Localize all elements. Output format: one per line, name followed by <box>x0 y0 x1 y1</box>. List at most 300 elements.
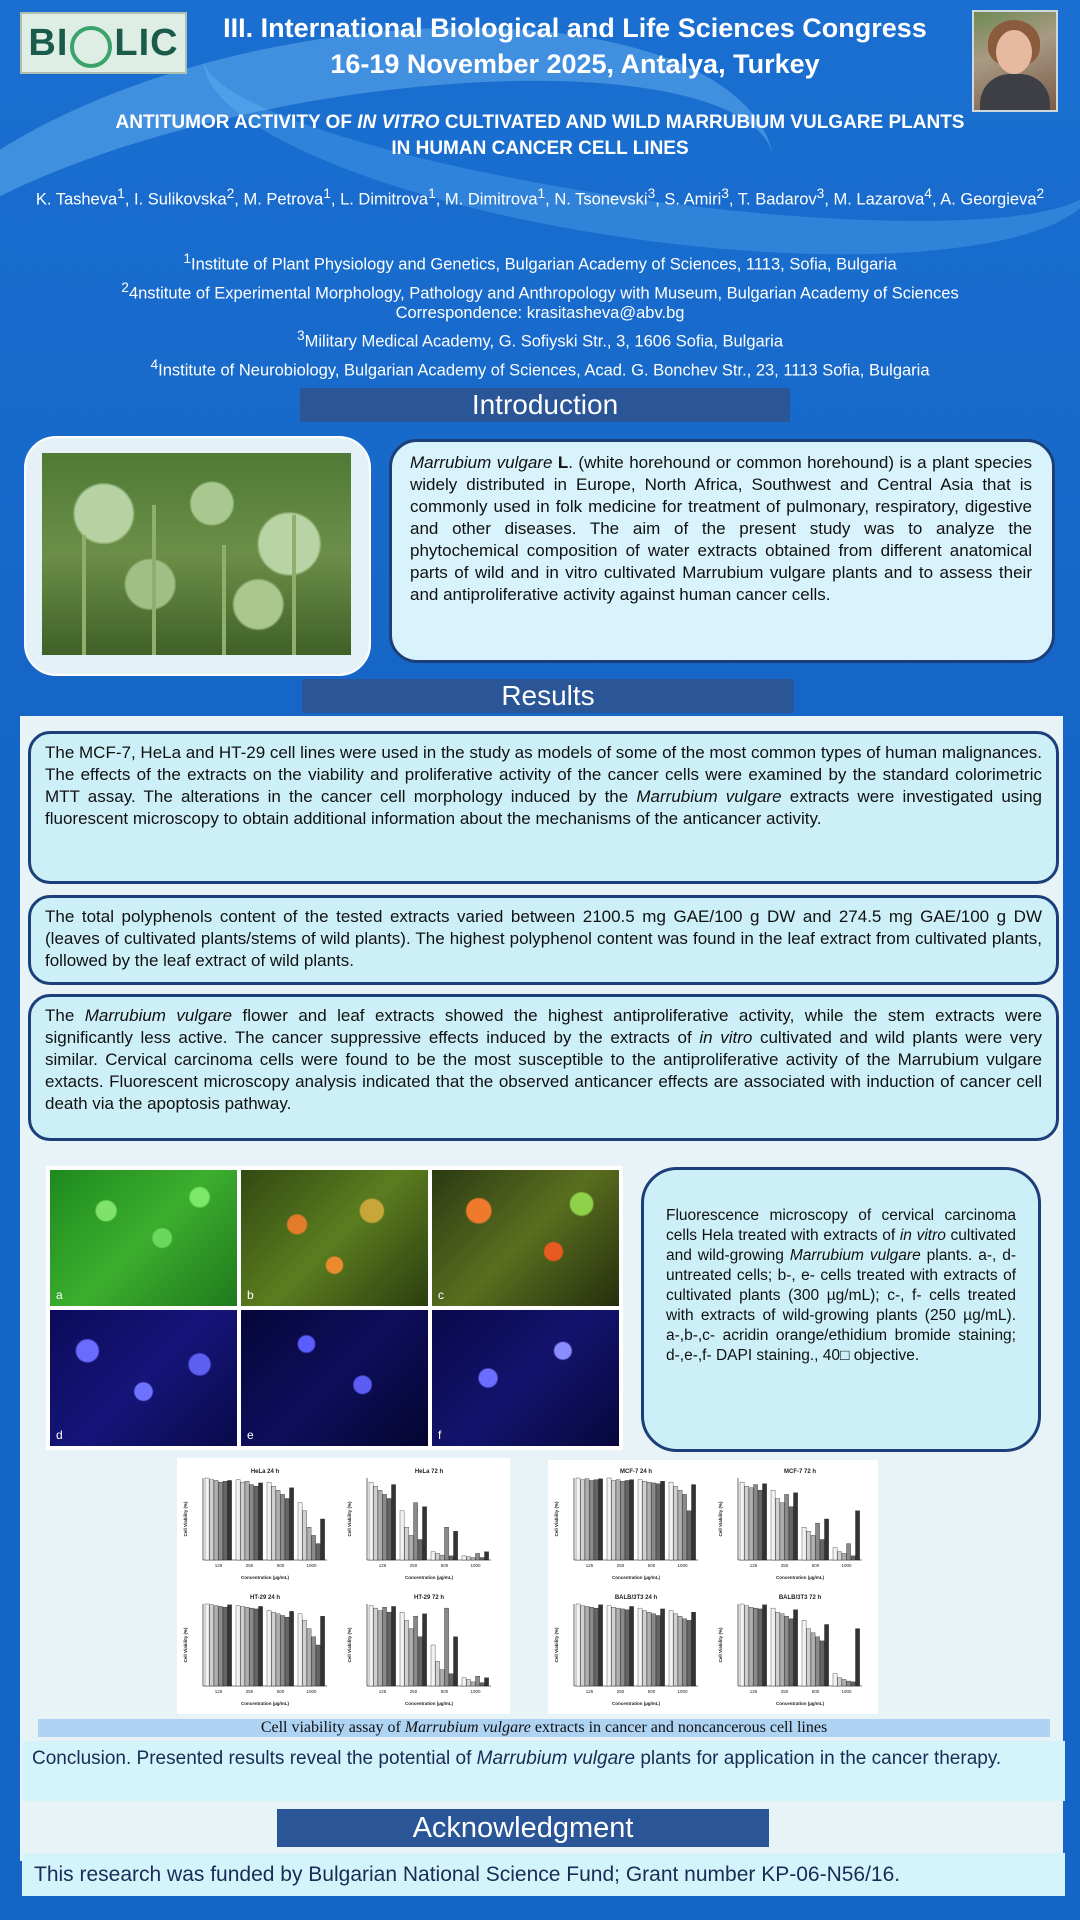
author-affiliation-mark: 3 <box>647 186 656 201</box>
x-axis-label: Concentration (µg/mL) <box>611 1575 661 1580</box>
chart-bar <box>754 1485 758 1560</box>
chart-bar <box>418 1637 422 1686</box>
chart-bar <box>254 1609 258 1686</box>
chart-title: HeLa 72 h <box>414 1469 444 1475</box>
chart-bar <box>440 1555 444 1560</box>
chart-bar <box>740 1482 744 1560</box>
x-axis-label: Concentration (µg/mL) <box>404 1575 454 1580</box>
chart-bar <box>851 1682 855 1686</box>
chart-bar <box>440 1670 444 1686</box>
chart-bar <box>581 1606 585 1686</box>
chart-bar <box>454 1531 458 1560</box>
y-axis-label: Cell Viability (%) <box>718 1501 723 1537</box>
conference-title <box>190 10 960 82</box>
chart-bar <box>321 1519 325 1560</box>
chart-bar <box>485 1552 489 1560</box>
x-tick-label: 1000 <box>306 1689 317 1694</box>
chart-bar <box>785 1616 789 1686</box>
viability-charts-right <box>548 1460 878 1714</box>
chart-bar <box>409 1629 413 1686</box>
affiliations <box>20 246 1060 380</box>
chart-bar <box>445 1527 449 1560</box>
chart-svg <box>552 1464 702 1582</box>
chart-bar <box>581 1480 585 1560</box>
intro-image-frame <box>24 436 371 676</box>
chart-bar <box>656 1615 660 1686</box>
chart-bar <box>576 1604 580 1686</box>
chart-bar <box>851 1556 855 1560</box>
chart-bar <box>219 1482 223 1560</box>
chart-bar <box>307 1629 311 1686</box>
chart-bar <box>745 1606 749 1686</box>
x-tick-label: 250 <box>780 1689 789 1694</box>
chart-bar <box>789 1507 793 1560</box>
chart-bar <box>749 1607 753 1686</box>
introduction-header: Introduction <box>300 388 790 422</box>
chart-bar <box>214 1606 218 1686</box>
x-tick-label: 500 <box>276 1563 285 1568</box>
chart-bar <box>281 1615 285 1686</box>
chart-bar <box>259 1606 263 1686</box>
affiliation-3: $^3$Military Medical Academy, G. Sofiyski Str., 3, 1606 Sofia, Bulgaria <box>296 328 784 351</box>
chart-bar <box>590 1480 594 1560</box>
chart-bar <box>449 1556 453 1560</box>
chart-bar <box>612 1607 616 1686</box>
chart-bar <box>674 1486 678 1560</box>
chart-bar <box>643 1481 647 1560</box>
chart-bar <box>825 1625 829 1687</box>
chart-bar <box>228 1605 232 1686</box>
conference-date-location: 16-19 November 2025, Antalya, Turkey <box>330 49 820 79</box>
chart-bar <box>321 1616 325 1686</box>
chart-bar <box>771 1608 775 1686</box>
chart-bar <box>254 1486 258 1560</box>
chart-bar <box>621 1609 625 1686</box>
chart-balb3t3-72h <box>716 1590 866 1708</box>
chart-bar <box>392 1606 396 1686</box>
x-axis-label: Concentration (µg/mL) <box>611 1701 661 1706</box>
chart-bar <box>476 1553 480 1560</box>
chart-bar <box>674 1614 678 1686</box>
chart-bar <box>647 1612 651 1686</box>
micrograph-d: d <box>50 1310 237 1446</box>
chart-bar <box>683 1494 687 1560</box>
chart-bar <box>245 1607 249 1686</box>
chart-mcf7-72h <box>716 1464 866 1582</box>
x-tick-label: 250 <box>616 1689 625 1694</box>
chart-bar <box>272 1486 276 1560</box>
x-tick-label: 250 <box>245 1689 254 1694</box>
chart-bar <box>312 1637 316 1686</box>
chart-bar <box>480 1683 484 1686</box>
chart-bar <box>383 1607 387 1686</box>
chart-bar <box>661 1481 665 1560</box>
chart-svg <box>181 1590 331 1708</box>
chart-bar <box>259 1483 263 1560</box>
chart-bar <box>423 1507 427 1560</box>
chart-bar <box>467 1557 471 1560</box>
y-axis-label: Cell Viability (%) <box>183 1627 188 1663</box>
chart-mcf7-24h <box>552 1464 702 1582</box>
chart-bar <box>312 1535 316 1560</box>
chart-bar <box>414 1616 418 1686</box>
x-tick-label: 125 <box>214 1689 223 1694</box>
chart-bar <box>833 1674 837 1686</box>
x-tick-label: 125 <box>214 1563 223 1568</box>
chart-bar <box>431 1552 435 1560</box>
chart-bar <box>661 1609 665 1686</box>
chart-bar <box>276 1614 280 1686</box>
chart-bar <box>607 1478 611 1560</box>
x-tick-label: 1000 <box>677 1689 688 1694</box>
chart-bar <box>621 1481 625 1560</box>
x-tick-label: 250 <box>616 1563 625 1568</box>
x-tick-label: 125 <box>585 1689 594 1694</box>
chart-svg <box>552 1590 702 1708</box>
chart-bar <box>785 1494 789 1560</box>
x-tick-label: 500 <box>440 1689 449 1694</box>
chart-bar <box>669 1482 673 1560</box>
correspondence: Correspondence: krasitasheva@abv.bg <box>395 304 685 322</box>
chart-bar <box>576 1478 580 1560</box>
chart-bar <box>374 1608 378 1686</box>
author-photo <box>972 10 1058 112</box>
chart-bar <box>431 1645 435 1686</box>
x-tick-label: 250 <box>780 1563 789 1568</box>
chart-bar <box>789 1619 793 1686</box>
author-affiliation-mark: 1 <box>537 186 546 201</box>
chart-bar <box>763 1484 767 1560</box>
chart-bar <box>467 1679 471 1686</box>
chart-svg <box>716 1590 866 1708</box>
chart-bar <box>842 1679 846 1686</box>
chart-bar <box>303 1511 307 1560</box>
chart-bar <box>383 1494 387 1560</box>
x-tick-label: 500 <box>440 1563 449 1568</box>
chart-hela-24h <box>181 1464 331 1582</box>
chart-bar <box>436 1553 440 1560</box>
chart-bar <box>816 1523 820 1560</box>
author-affiliation-mark: 1 <box>323 186 331 201</box>
chart-bar <box>392 1485 396 1560</box>
chart-bar <box>794 1610 798 1686</box>
chart-svg <box>716 1464 866 1582</box>
x-tick-label: 500 <box>811 1563 820 1568</box>
chart-bar <box>316 1645 320 1686</box>
chart-bar <box>630 1480 634 1560</box>
marrubium-plant-photo <box>42 453 351 655</box>
results-paragraph-2: The total polyphenols content of the tested extracts varied between 2100.5 mg GAE/100 g DW and 274.5 mg GAE/100 g DW (leaves of cultivated plants/stems of wild plants). The highest polyphenol content was found in the leaf extract from cultivated plants, followed by the leaf extract of wild plants. <box>28 895 1059 985</box>
acknowledgment-header: Acknowledgment <box>277 1809 769 1847</box>
chart-bar <box>285 1617 289 1686</box>
chart-bar <box>616 1608 620 1686</box>
chart-bar <box>847 1681 851 1686</box>
chart-bar <box>214 1480 218 1560</box>
chart-bar <box>241 1482 245 1560</box>
x-tick-label: 500 <box>647 1689 656 1694</box>
x-tick-label: 125 <box>749 1563 758 1568</box>
chart-bar <box>449 1674 453 1686</box>
chart-bar <box>298 1503 302 1560</box>
chart-bar <box>625 1610 629 1686</box>
x-tick-label: 500 <box>276 1689 285 1694</box>
results-paragraph-1: The MCF-7, HeLa and HT-29 cell lines were used in the study as models of some of the most common types of human malignances. The effects of the extracts on the viability and proliferative activity of the cancer cells were examined by the standard colorimetric MTT assay. The alterations in the cancer cell morphology induced by the Marrubium vulgare extracts were investigated using fluorescent microscopy to obtain additional information about the mechanisms of the anticancer activity. <box>28 731 1059 884</box>
author-affiliation-mark: 2 <box>226 186 235 201</box>
author-name: S. Amiri <box>664 190 722 209</box>
author-affiliation-mark: 2 <box>1036 186 1045 201</box>
x-axis-label: Concentration (µg/mL) <box>775 1575 825 1580</box>
chart-bar <box>625 1480 629 1560</box>
chart-bar <box>638 1608 642 1686</box>
chart-bar <box>692 1485 696 1560</box>
chart-bar <box>454 1637 458 1686</box>
x-tick-label: 1000 <box>841 1689 852 1694</box>
author-name: L. Dimitrova <box>340 190 429 209</box>
chart-bar <box>740 1604 744 1686</box>
chart-bar <box>678 1616 682 1686</box>
chart-bar <box>745 1486 749 1560</box>
x-tick-label: 1000 <box>841 1563 852 1568</box>
y-axis-label: Cell Viability (%) <box>718 1627 723 1663</box>
chart-bar <box>298 1614 302 1686</box>
author-affiliation-mark: 1 <box>428 186 436 201</box>
x-tick-label: 500 <box>811 1689 820 1694</box>
chart-bar <box>776 1499 780 1561</box>
chart-bar <box>754 1608 758 1686</box>
chart-bar <box>811 1633 815 1686</box>
micrograph-f: f <box>432 1310 619 1446</box>
chart-bar <box>771 1490 775 1560</box>
chart-ht29-24h <box>181 1590 331 1708</box>
chart-bar <box>820 1641 824 1686</box>
chart-bar <box>758 1490 762 1560</box>
chart-bar <box>807 1629 811 1686</box>
chart-bar <box>612 1480 616 1560</box>
chart-bar <box>387 1612 391 1686</box>
chart-bar <box>820 1540 824 1561</box>
chart-svg <box>345 1590 495 1708</box>
chart-bar <box>210 1480 214 1560</box>
chart-bar <box>802 1527 806 1560</box>
chart-bar <box>285 1499 289 1561</box>
chart-bar <box>250 1608 254 1686</box>
chart-bar <box>316 1544 320 1560</box>
chart-bar <box>387 1499 391 1561</box>
x-axis-label: Concentration (µg/mL) <box>775 1701 825 1706</box>
chart-bar <box>585 1479 589 1560</box>
chart-bar <box>281 1494 285 1560</box>
chart-bar <box>409 1535 413 1560</box>
x-tick-label: 125 <box>585 1563 594 1568</box>
chart-bar <box>400 1511 404 1560</box>
chart-bar <box>267 1611 271 1686</box>
chart-bar <box>436 1661 440 1686</box>
chart-title: BALB/3T3 24 h <box>614 1595 658 1601</box>
x-tick-label: 1000 <box>470 1689 481 1694</box>
chart-bar <box>236 1606 240 1686</box>
chart-bar <box>643 1611 647 1686</box>
chart-bar <box>807 1531 811 1560</box>
x-tick-label: 1000 <box>677 1563 688 1568</box>
chart-svg <box>181 1464 331 1582</box>
affiliation-1: $^1$Institute of Plant Physiology and Genetics, Bulgarian Academy of Sciences, 1113, Sofia, Bulgaria <box>183 251 897 274</box>
chart-bar <box>423 1614 427 1686</box>
chart-bar <box>303 1620 307 1686</box>
conference-name: III. International Biological and Life Sciences Congress <box>223 13 927 43</box>
acknowledgment-text: This research was funded by Bulgarian National Science Fund; Grant number KP-06-N56/16. <box>22 1853 1065 1896</box>
chart-bar <box>205 1604 209 1686</box>
chart-svg <box>345 1464 495 1582</box>
chart-bar <box>210 1605 214 1686</box>
x-tick-label: 250 <box>409 1563 418 1568</box>
chart-bar <box>838 1552 842 1560</box>
chart-bar <box>669 1611 673 1686</box>
chart-bar <box>236 1480 240 1560</box>
chart-bar <box>476 1676 480 1686</box>
chart-bar <box>590 1607 594 1686</box>
chart-bar <box>856 1629 860 1686</box>
chart-bar <box>250 1485 254 1560</box>
chart-bar <box>816 1637 820 1686</box>
chart-bar <box>378 1490 382 1560</box>
micrograph-a: a <box>50 1170 237 1306</box>
y-axis-label: Cell Viability (%) <box>347 1501 352 1537</box>
chart-bar <box>369 1606 373 1686</box>
chart-title: HT-29 24 h <box>249 1595 281 1601</box>
author-name: T. Badarov <box>737 190 817 209</box>
y-axis-label: Cell Viability (%) <box>183 1501 188 1537</box>
x-axis-label: Concentration (µg/mL) <box>240 1575 290 1580</box>
x-tick-label: 1000 <box>306 1563 317 1568</box>
chart-bar <box>480 1558 484 1560</box>
authors-list: K. Tasheva$^1$, I. Sulikovska$^2$, M. Petrova$^1$, L. Dimitrova$^1$, M. Dimitrova$^1$, N. Tsonevski$^3$, S. Amiri$^3$, T. Badarov$^3$, M. Lazarova$^4$, A. Georgieva$^2$ <box>35 186 1045 209</box>
affiliation-2: $^2$4nstitute of Experimental Morphology, Pathology and Anthropology with Museum, Bulgarian Academy of Sciences <box>121 279 959 302</box>
chart-caption: Cell viability assay of Marrubium vulgare extracts in cancer and noncancerous cell lines <box>38 1719 1050 1737</box>
chart-hela-72h <box>345 1464 495 1582</box>
chart-bar <box>445 1608 449 1686</box>
chart-bar <box>290 1611 294 1686</box>
chart-title: HT-29 72 h <box>413 1595 445 1601</box>
microscopy-caption: Fluorescence microscopy of cervical carcinoma cells Hela treated with extracts of in vitro cultivated and wild-growing Marrubium vulgare plants. a-, d- untreated cells; b-, e- cells treated with extracts of cultivated plants (300 µg/mL); c-, f- cells treated with extracts of wild-growing plants (250 µg/mL). a-,b-,c- acridin orange/ethidium bromide staining; d-,e-,f- DAPI staining., 40□ objective. <box>641 1167 1041 1452</box>
chart-bar <box>378 1611 382 1686</box>
y-axis-label: Cell Viability (%) <box>347 1627 352 1663</box>
author-name: M. Dimitrova <box>444 190 538 209</box>
chart-bar <box>594 1480 598 1560</box>
micrograph-c: c <box>432 1170 619 1306</box>
chart-bar <box>462 1678 466 1686</box>
chart-bar <box>652 1483 656 1560</box>
author-affiliation-mark: 3 <box>816 186 825 201</box>
fluorescence-microscopy-grid <box>46 1166 623 1450</box>
micrograph-b: b <box>241 1170 428 1306</box>
introduction-text: Marrubium vulgare L. (white horehound or common horehound) is a plant species widely distributed in Europe, North Africa, Southwest and Central Asia that is commonly used in folk medicine for treatment of pulmonary, respiratory, digestive and other diseases. The aim of the present study was to analyze the phytochemical composition of water extracts obtained from different anatomical parts of wild and in vitro cultivated Marrubium vulgare plants and to assess their and antiproliferative activity against human cancer cells. <box>389 439 1055 663</box>
chart-bar <box>485 1678 489 1686</box>
x-tick-label: 125 <box>378 1689 387 1694</box>
chart-bar <box>400 1612 404 1686</box>
chart-bar <box>656 1484 660 1560</box>
chart-bar <box>241 1606 245 1686</box>
chart-title: MCF-7 24 h <box>619 1469 653 1475</box>
x-tick-label: 500 <box>647 1563 656 1568</box>
chart-bar <box>776 1612 780 1686</box>
chart-bar <box>585 1606 589 1686</box>
chart-bar <box>811 1535 815 1560</box>
chart-bar <box>594 1608 598 1686</box>
chart-bar <box>838 1678 842 1686</box>
chart-bar <box>369 1482 373 1560</box>
chart-bar <box>630 1606 634 1686</box>
chart-bar <box>290 1488 294 1560</box>
chart-bar <box>272 1612 276 1686</box>
chart-bar <box>471 1558 475 1560</box>
author-affiliation-mark: 3 <box>721 186 729 201</box>
chart-bar <box>374 1486 378 1560</box>
chart-bar <box>223 1607 227 1686</box>
chart-bar <box>607 1606 611 1686</box>
results-header: Results <box>302 679 794 713</box>
author-name: M. Petrova <box>243 190 324 209</box>
x-tick-label: 125 <box>749 1689 758 1694</box>
chart-ht29-72h <box>345 1590 495 1708</box>
results-paragraph-3: The Marrubium vulgare flower and leaf extracts showed the highest antiproliferative activity, while the stem extracts were significantly less active. The cancer suppressive effects induced by the extracts of in vitro cultivated and wild plants were very similar. Cervical carcinoma cells were found to be the most susceptible to the antiproliferative activity of the Marrubium vulgare extacts. Fluorescent microscopy analysis indicated that the observed anticancer effects are associated with induction of cancer cell death via the apoptosis pathway. <box>28 994 1059 1141</box>
chart-bar <box>856 1511 860 1560</box>
chart-bar <box>687 1620 691 1686</box>
chart-bar <box>276 1490 280 1560</box>
chart-bar <box>647 1482 651 1560</box>
chart-bar <box>405 1620 409 1686</box>
chart-bar <box>763 1605 767 1686</box>
x-tick-label: 1000 <box>470 1563 481 1568</box>
chart-bar <box>780 1614 784 1686</box>
chart-title: MCF-7 72 h <box>783 1469 817 1475</box>
chart-bar <box>418 1540 422 1561</box>
chart-bar <box>842 1553 846 1560</box>
author-name: M. Lazarova <box>833 190 925 209</box>
chart-bar <box>683 1619 687 1686</box>
affiliation-4: $^4$Institute of Neurobiology, Bulgarian Academy of Sciences, Acad. G. Bonchev Str., 23, 1113 Sofia, Bulgaria <box>150 356 930 379</box>
author-name: N. Tsonevski <box>554 190 648 209</box>
chart-bar <box>405 1527 409 1560</box>
viability-charts-left <box>177 1458 510 1714</box>
chart-bar <box>599 1605 603 1686</box>
chart-bar <box>616 1480 620 1560</box>
x-axis-label: Concentration (µg/mL) <box>404 1701 454 1706</box>
chart-bar <box>833 1548 837 1560</box>
x-tick-label: 250 <box>409 1689 418 1694</box>
micrograph-e: e <box>241 1310 428 1446</box>
author-name: I. Sulikovska <box>134 190 227 209</box>
chart-bar <box>228 1480 232 1560</box>
y-axis-label: Cell Viability (%) <box>554 1501 559 1537</box>
chart-bar <box>794 1493 798 1560</box>
paper-title: ANTITUMOR ACTIVITY OF IN VITRO CULTIVATED AND WILD MARRUBIUM VULGARE PLANTS IN HUMAN CANCER CELL LINES <box>115 112 965 159</box>
biolic-logo: BI LIC <box>20 12 187 74</box>
conclusion: Conclusion. Presented results reveal the potential of Marrubium vulgare plants for application in the cancer therapy. <box>22 1741 1065 1801</box>
chart-bar <box>599 1479 603 1560</box>
chart-bar <box>267 1482 271 1560</box>
author-affiliation-mark: 4 <box>924 186 932 201</box>
chart-title: HeLa 24 h <box>250 1469 280 1475</box>
chart-bar <box>847 1544 851 1560</box>
chart-bar <box>678 1490 682 1560</box>
chart-bar <box>414 1503 418 1560</box>
chart-bar <box>205 1478 209 1560</box>
chart-bar <box>245 1481 249 1560</box>
chart-bar <box>652 1614 656 1686</box>
chart-bar <box>802 1620 806 1686</box>
chart-bar <box>307 1527 311 1560</box>
chart-balb3t3-24h <box>552 1590 702 1708</box>
